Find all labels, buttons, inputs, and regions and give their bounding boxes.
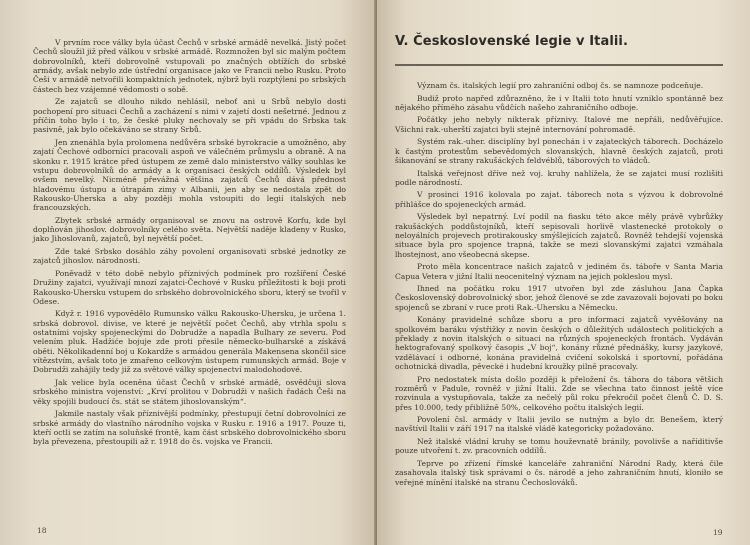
paragraph: Když r. 1916 vypovědělo Rumunsko válku Rakousko-Uhersku, je určena 1. srbská dobrovol. divise, ve které je největší počet Čechů, aby vtrhla spolu s ostatními vojsky spojeneckými do Dobrudže a napadla Bulhary ze severu. Pod velením pluk. Hadžiće bojuje zde proti přesile německo-bulharské a získává oběti. Několikadenní boj u Kokardže s armádou generála Makensena skončil sice vítězstvím, avšak toto je zmařeno celkovým ústupem rumunských armád. Boje v Dobrudži zahájily tedy již za světové války spojenectví malodohodové. [33,309,346,375]
paragraph: Než italské vládní kruhy se tomu houževnatě bránily, povolivše a naříditivše pouze utvoření t. zv. pracovních oddílů. [395,436,723,456]
paragraph: Povolení čsl. armády v Italii jevilo se nutným a bylo dr. Benešem, který navštívil Italii v září 1917 na italské vládě kategoricky požadováno. [395,415,723,434]
paragraph: Teprve po zřízení římské kanceláře zahraniční Národní Rady, která čile zasahovala italský tisk správami o čs. národě a jeho zahraničním hnutí, kloniło se veřejné mínění italské na stranu Čechoslováků. [395,458,723,487]
right-page-text [395,81,723,490]
paragraph: Zbytek srbské armády organisoval se znovu na ostrově Korfu, kde byl doplňován jihoslov. dobrovolníky celého světa. Největší naděje kladeny v Rusko, jako Jihoslovanů, zajatců, byl největší počet. [33,215,346,244]
paragraph: Proto měla koncentrace našich zajatců v jediném čs. táboře v Santa Maria Capua Vetera v jižní Italii neocenitelný význam na jejich pokleslou mysl. [395,262,723,281]
page-number: 19 [713,528,723,537]
page-number: 18 [37,526,47,535]
heading-underline [395,64,723,66]
paragraph: Jak velice byla oceněna účast Čechů v srbské armádě, osvědčuji slova srbského ministra vojenství: „Krví prolitou v Dobrudži v našich řadách Češi na věky spojili budoucí čs. stát se státem jihoslovanským“. [33,378,346,406]
paragraph: Význam čs. italských legií pro zahraniční odboj čs. se namnoze podceňuje. [417,81,704,90]
paragraph: Poněvadž v této době nebylo příznivých podmínek pro rozšíření České Družiny zajatci, využívají mnozí zajatci-Čechové v Rusku příležitosti k boji proti Rakousko-Uhersku vstupem do srbského dobrovolnického sboru, který se tvořil v Odese. [33,268,346,306]
paragraph: Výsledek byl nepatrný. Lví podíl na fiasku této akce měly právě vybrůžky rakušáckých poddůstojníků, kteří sepisovali horlivě vlastenecké protokoly o neloyálních projevech protirakousky smýšlejících zajatců. Rovněž tehdejší vojenská situace byla pro spojence trapná, takže se mezi slovanskými zajatci vzmáhala lhostejnost, ano všeobecná skepse. [395,212,723,259]
left-page-text [33,38,346,450]
paragraph: Ihned na počátku roku 1917 utvořen byl zde zásluhou Jana Čapka Československý dobrovolnický sbor, jehož členové se zde zavazovali bojovati po boku spojenců se zbraní v ruce proti Rak.-Uhersku a Německu. [395,284,723,312]
paragraph: Pro nedostatek místa došlo později k přeložení čs. tábora do tábora většich rozměrů v Padule, rovněž v jižní Italii. Zde se všechna tato činnost ještě více rozvinula a vystupňovala, takže za nečelý půl roku překročil počet členů Č. D. S. přes 10.000, tedy přibližně 50%, celkového počtu italských legií. [395,374,723,412]
paragraph: Konány pravidelné schůze sboru a pro informaci zajatců vyvěšovány na spolkovém baráku výstřižky z novin českých o důležitých událostech politických a překlady z novin italských o situaci na různých spojeneckých frontách. Vydáván hektografovaný spolkový časopis „V boj“, konány různé přednášky, kursy jazykové, vzdělávací i odborné, konána pravidelná cvičení sokolská i sportovní, pořádána ochotnická divadla, pěvecké i hudební kroužky pilně pracovaly. [395,315,723,371]
paragraph: Jen znenáhla byla prolomena nedůvěra srbské byrokracie a umožněno, aby zajatí Čechové odborníci pracovali aspoň ve válečném průmyslu a obraně. A na skonku r. 1915 krátce před ústupem ze země dalo ministerstvo války souhlas ke vstupu dobrovolníků do armády a k organisaci českých oddílů. Výsledek byl ovšem nevelký. Nicméně převážná většina zajatců Čechů dává přednost hladovému ústupu a útrapám zimy v Albanii, jen aby se nedostala zpět do Rakousko-Uherska a aby později mohla vstoupiti do legií italských neb francouzských. [33,137,346,213]
chapter-heading: V. Československé legie v Italii. [395,34,629,49]
right-page [377,0,750,545]
paragraph: Počátky jeho nebyly nikterak příznivy. Italové me nepřáli, nedůvěřujíce. Všichni rak.-uherští zajatci byli stejně internování pohromadě. [395,115,723,134]
paragraph: Zde také Srbsko dosáhlo záhy povolení organisovati srbské jednotky ze zajatců jihoslov. národnosti. [33,246,346,266]
paragraph: Systém rak.-uher. disciplíny byl ponechán i v zajateckých táborech. Docházelo k častým protestům sebevědomých slovanských, hlavně českých zajatců, proti šikanování se strany rakušáckých feldvéblů, táborových to vládců. [395,137,723,165]
paragraph: Italská veřejnost dříve než voj. kruhy nahlížela, že se zajatci musí rozlišiti podle národností. [395,168,723,187]
paragraph: V prosinci 1916 kolovala po zajat. táborech nota s výzvou k dobrovolné přihlášce do spojeneckých armád. [395,190,723,209]
paragraph: Budiž proto napřed zdůrazněno, že i v Italii toto hnutí vzniklo spontánně bez nějakého přímého zásahu vůdčích našeho zahraničního odboje. [395,93,723,112]
paragraph: Ze zajatců se dlouho nikdo nehlásil, neboť ani u Srbů nebylo dosti pochopení pro situaci Čechů a zacházení s nimi v zajetí dosti nešetrné. Jednou z příčin toho bylo i to, že české pluky nechovaly se při vpádu do Srbska tak pasivně, jak bylo očekáváno se strany Srbů. [33,97,346,135]
paragraph: V prvním roce války byla účast Čechů v srbské armádě nevelká. Jistý počet Čechů sloužil již před válkou v srbské armádě. Rozmnožen byl sic malým počtem dobrovolníků, kteří dobrovolně vstupovali po značných obtížích do srbské armády, avšak nebylo zde ústřední organisace jako ve Francii nebo Rusku. Proto Češi v armádě netvořili kompaktních jednotek, nýbrž byli rozptýleni po srbských částech bez vzájemné vědomosti o sobě. [33,38,346,94]
paragraph: Jakmile nastaly však příznivější podmínky, přestupují četní dobrovolníci ze srbské armády do vlastního národního vojska v Rusku r. 1916 a 1917. Pouze ti, kteří octli se zatím na soluňské frontě, kam část srbského dobrovolnického sboru byla převezena, přestoupili až r. 1918 do čs. vojska ve Francii. [33,409,346,447]
